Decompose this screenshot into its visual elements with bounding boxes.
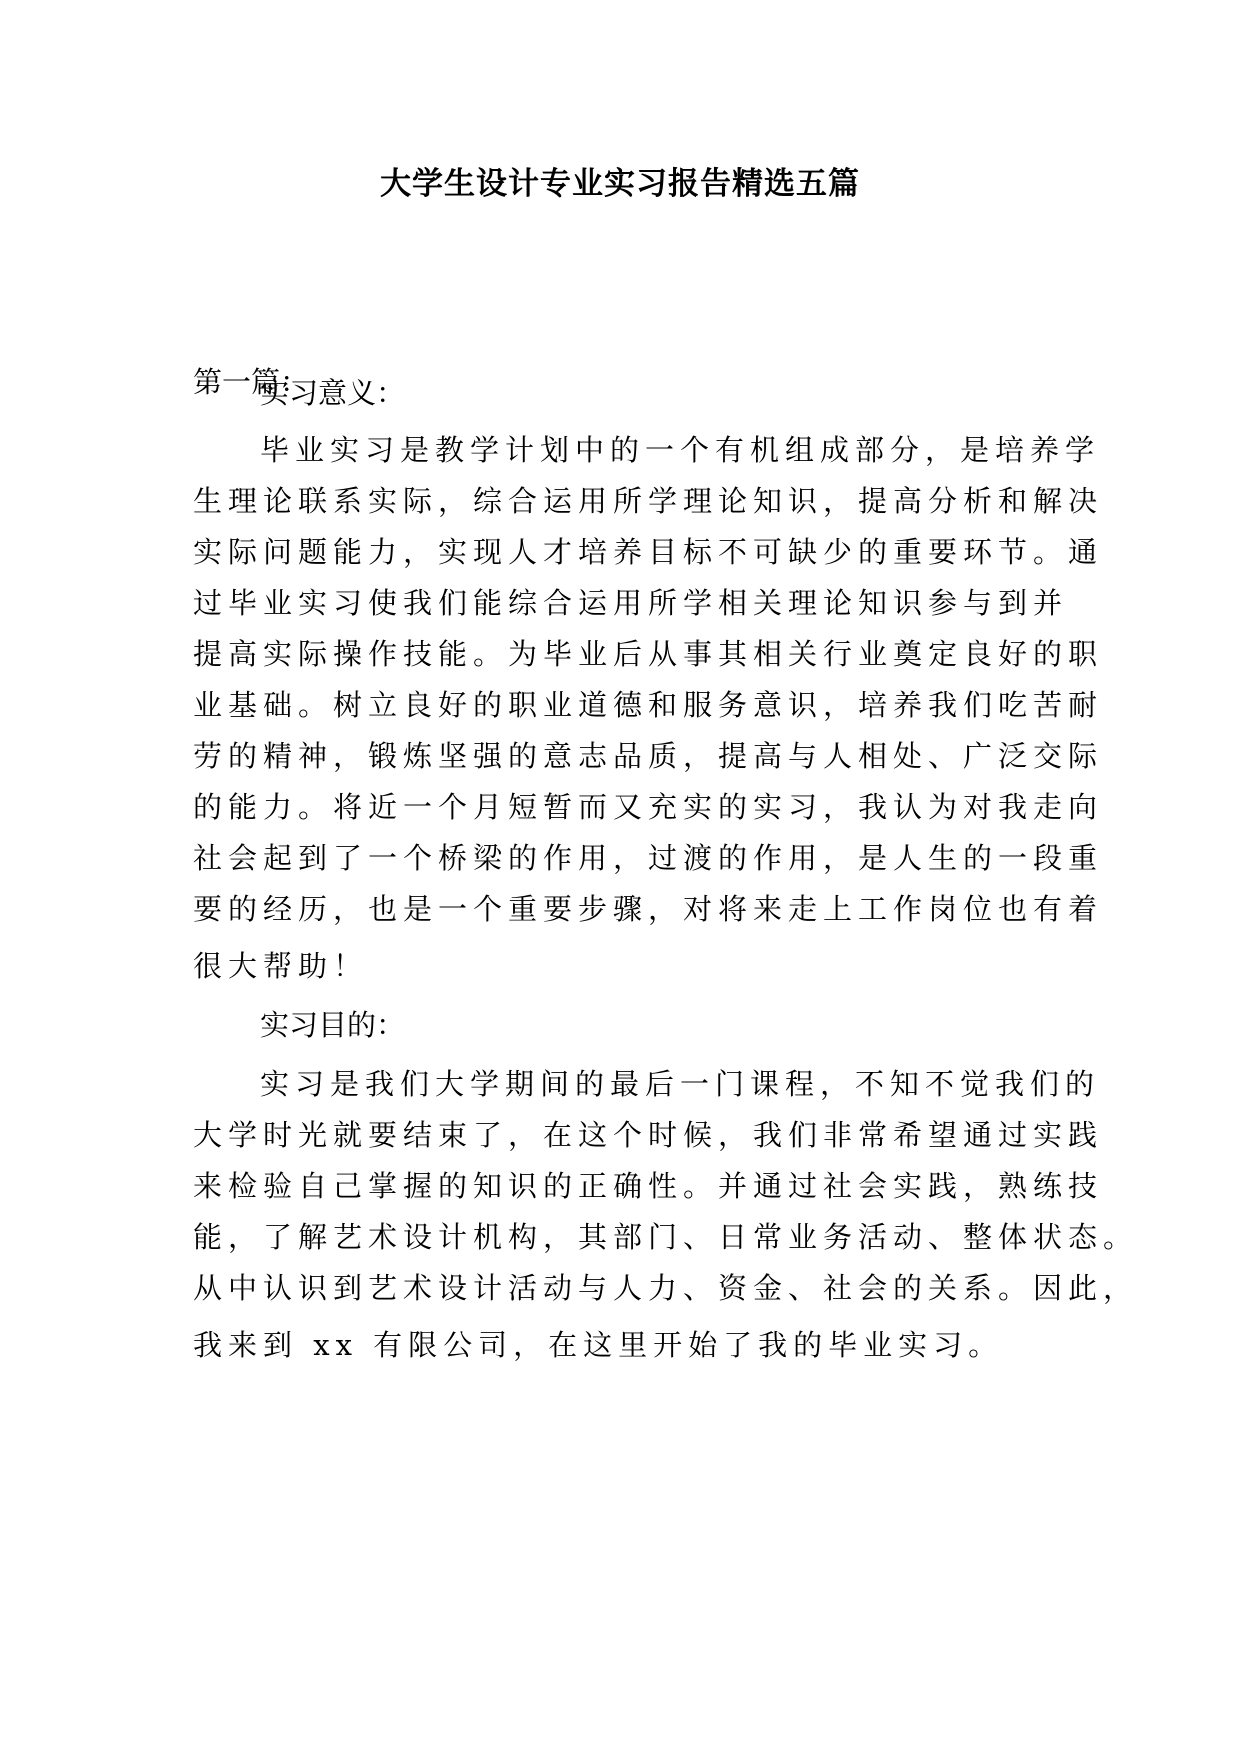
paragraph-line: 毕业实习是教学计划中的一个有机组成部分，是培养学 [260,433,1101,467]
document-title: 大学生设计专业实习报告精选五篇 [380,166,860,202]
paragraph-line: 社会起到了一个桥梁的作用，过渡的作用，是人生的一段重 [193,841,1104,875]
paragraph-line: 劳的精神，锻炼坚强的意志品质，提高与人相处、广泛交际 [193,739,1104,773]
paragraph-line: 过毕业实习使我们能综合运用所学相关理论知识参与到并 [193,586,1069,620]
paragraph-line: 的能力。将近一个月短暂而又充实的实习，我认为对我走向 [193,790,1104,824]
heading-significance: 实习意义： [260,376,406,410]
paragraph-line: 来检验自己掌握的知识的正确性。并通过社会实践，熟练技 [193,1169,1104,1203]
paragraph-line: 业基础。树立良好的职业道德和服务意识，培养我们吃苦耐 [193,688,1104,722]
paragraph-line: 提高实际操作技能。为毕业后从事其相关行业奠定良好的职 [193,637,1104,671]
heading-purpose: 实习目的： [260,1008,406,1042]
paragraph-line: 实际问题能力，实现人才培养目标不可缺少的重要环节。通 [193,535,1104,569]
section-label: 第一篇： [193,365,310,399]
paragraph-line: 能，了解艺术设计机构，其部门、日常业务活动、整体状态。 [193,1220,1139,1254]
paragraph-line: 很大帮助！ [193,949,369,983]
paragraph-line: 要的经历，也是一个重要步骤，对将来走上工作岗位也有着 [193,892,1104,926]
paragraph-line: 大学时光就要结束了，在这个时候，我们非常希望通过实践 [193,1118,1104,1152]
paragraph-line: 实习是我们大学期间的最后一门课程，不知不觉我们的 [260,1067,1101,1101]
paragraph-line: 生理论联系实际，综合运用所学理论知识，提高分析和解决 [193,484,1104,518]
paragraph-line: 我来到 xx 有限公司，在这里开始了我的毕业实习。 [193,1328,1004,1362]
paragraph-line: 从中认识到艺术设计活动与人力、资金、社会的关系。因此， [193,1271,1139,1305]
